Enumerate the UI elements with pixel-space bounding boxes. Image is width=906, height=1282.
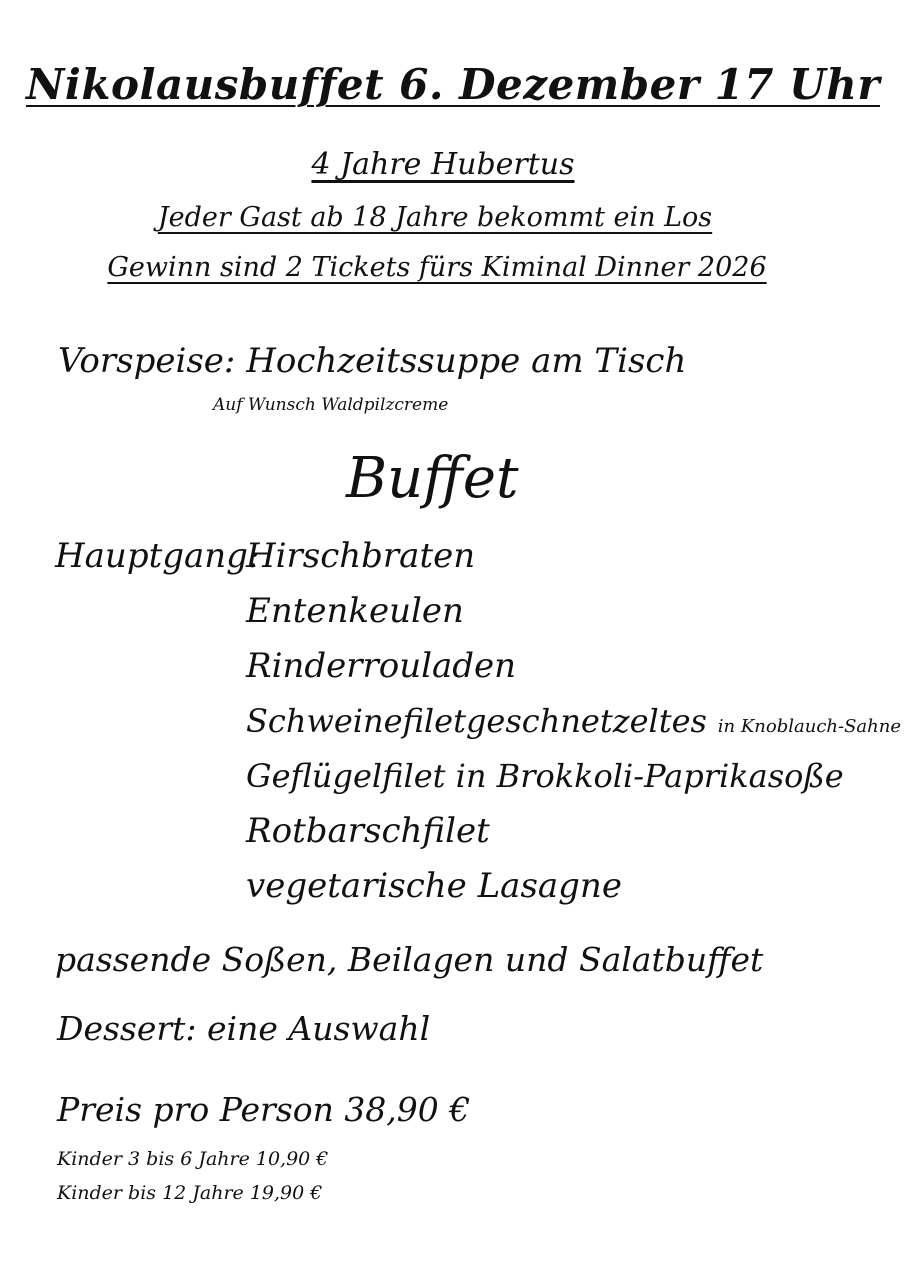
sides-line: passende Soßen, Beilagen und Salatbuffet xyxy=(55,940,764,979)
dish-name: Geflügelfilet in Brokkoli-Paprikasoße xyxy=(246,757,844,795)
raffle-info-line: Jeder Gast ab 18 Jahre bekommt ein Los xyxy=(157,202,713,233)
dish-item xyxy=(246,704,901,738)
dish-note: in Knoblauch-Sahne xyxy=(717,716,901,737)
dish-item xyxy=(246,591,464,631)
child-price-to-12: Kinder bis 12 Jahre 19,90 € xyxy=(57,1182,323,1204)
dish-item xyxy=(246,866,622,906)
adult-price: Preis pro Person 38,90 € xyxy=(57,1090,471,1129)
main-course-label: Hauptgang: xyxy=(55,536,260,576)
dish-name: vegetarische Lasagne xyxy=(246,866,622,906)
starter-label: Vorspeise: Hochzeitssuppe am Tisch xyxy=(58,341,687,381)
dish-item xyxy=(246,646,517,686)
page-title: Nikolausbuffet 6. Dezember 17 Uhr xyxy=(26,60,880,109)
dish-name: Entenkeulen xyxy=(246,591,464,631)
anniversary-subtitle: 4 Jahre Hubertus xyxy=(311,147,575,182)
dish-item xyxy=(246,536,476,576)
dish-name: Rotbarschfilet xyxy=(246,811,490,851)
child-price-3-6: Kinder 3 bis 6 Jahre 10,90 € xyxy=(57,1148,329,1170)
dish-name: Schweinefiletgeschnetzeltes xyxy=(246,702,707,740)
dish-name: Hirschbraten xyxy=(246,536,476,576)
dish-item xyxy=(246,759,844,793)
dessert-line: Dessert: eine Auswahl xyxy=(57,1009,431,1048)
buffet-heading: Buffet xyxy=(346,446,519,511)
starter-note: Auf Wunsch Waldpilzcreme xyxy=(213,395,449,415)
dish-name: Rinderrouladen xyxy=(246,646,517,686)
dish-item xyxy=(246,811,490,851)
raffle-prize-line: Gewinn sind 2 Tickets fürs Kiminal Dinner 2026 xyxy=(107,252,767,283)
